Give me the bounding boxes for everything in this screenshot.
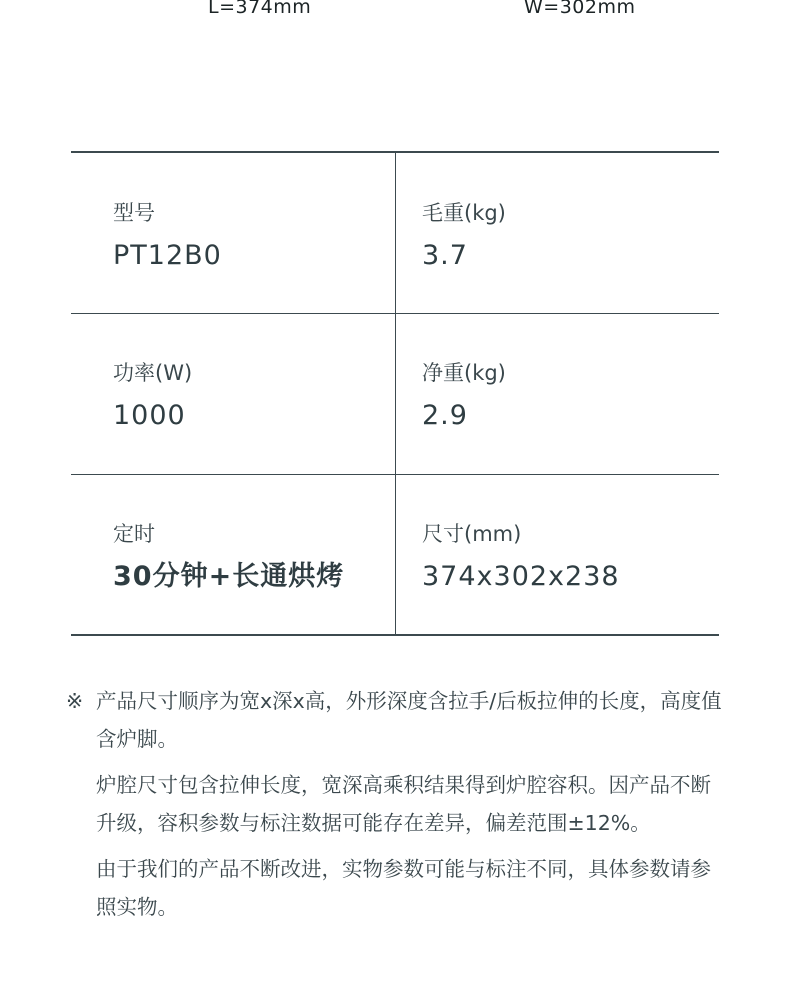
spec-value-power: 1000 (113, 400, 186, 431)
spec-label-size: 尺寸(mm) (422, 522, 522, 546)
spec-value-net-weight: 2.9 (422, 400, 468, 431)
spec-label-gross-weight: 毛重(kg) (422, 201, 506, 225)
spec-label-timer: 定时 (113, 522, 155, 546)
spec-cell-net-weight (422, 359, 722, 433)
spec-value-timer: 30分钟+长通烘烤 (113, 561, 345, 592)
spec-cell-model (113, 199, 413, 273)
spec-value-model: PT12B0 (113, 240, 222, 271)
spec-table (71, 151, 719, 636)
table-row-divider (71, 474, 719, 475)
spec-label-model: 型号 (113, 201, 155, 225)
length-dimension-label: L=374mm (208, 0, 312, 18)
spec-value-gross-weight: 3.7 (422, 240, 468, 271)
spec-cell-size (422, 520, 722, 594)
table-row-divider (71, 313, 719, 314)
note-paragraph: 炉腔尺寸包含拉伸长度，宽深高乘积结果得到炉腔容积。因产品不断升级，容积参数与标注数据可能存在差异，偏差范围±12%。 (96, 773, 711, 835)
spec-cell-power (113, 359, 413, 433)
width-dimension-label: W=302mm (524, 0, 636, 18)
note-paragraph: 产品尺寸顺序为宽x深x高，外形深度含拉手/后板拉伸的长度，高度值含炉脚。 (96, 689, 722, 751)
spec-cell-gross-weight (422, 199, 722, 273)
notes-section (66, 682, 726, 934)
note-reference-mark: ※ (66, 689, 84, 713)
spec-cell-timer (113, 520, 413, 594)
spec-label-power: 功率(W) (113, 361, 193, 385)
spec-label-net-weight: 净重(kg) (422, 361, 506, 385)
spec-value-size: 374x302x238 (422, 561, 620, 592)
note-paragraph: 由于我们的产品不断改进，实物参数可能与标注不同，具体参数请参照实物。 (96, 857, 711, 919)
